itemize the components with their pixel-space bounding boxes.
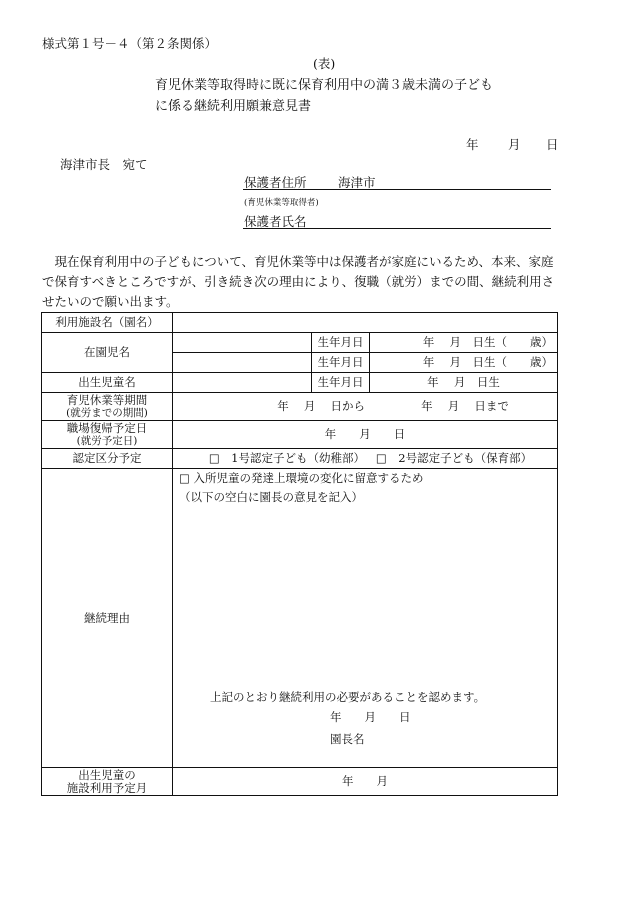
category-label: 認定区分予定	[42, 449, 173, 469]
category-option-2[interactable]: □ 2号認定子ども（保育部）	[375, 451, 533, 465]
leave-label	[42, 393, 173, 421]
addressee: 海津市長 宛て	[60, 157, 148, 172]
birth-label-2: 生年月日	[312, 353, 370, 373]
date-day: 日	[546, 137, 559, 152]
enrolled-name-input-1[interactable]	[173, 333, 312, 353]
guardian-name-label: 保護者氏名	[244, 214, 307, 229]
address-underline	[243, 189, 551, 190]
leave-period[interactable]	[173, 393, 558, 421]
row-newborn	[42, 373, 558, 393]
birth-value-1: 年 月 日生（ 歳）	[370, 333, 558, 353]
reason-note: （以下の空白に園長の意見を記入）	[179, 490, 363, 504]
row-facility	[42, 313, 558, 333]
leave-label-line1: 育児休業等期間	[66, 393, 148, 407]
row-return	[42, 421, 558, 449]
facility-label: 利用施設名（園名）	[42, 313, 173, 333]
approval-date: 年 月 日	[330, 710, 411, 724]
planned-label	[42, 768, 173, 796]
row-enrolled-1	[42, 333, 558, 353]
request-paragraph: 現在保育利用中の子どもについて、育児休業等中は保護者が家庭にいるため、本来、家庭で保育すべきところですが、引き続き次の理由により、復職（就労）までの間、継続利用させたいので願い出ます。	[42, 254, 555, 309]
guardian-note: (育児休業等取得者)	[244, 198, 319, 208]
return-label-line1: 職場復帰予定日	[66, 421, 148, 435]
title-line-2: に係る継続利用願兼意見書	[155, 99, 312, 114]
return-date[interactable]: 年 月 日	[173, 421, 558, 449]
enrolled-label: 在園児名	[42, 333, 173, 373]
leave-from: 年 月 日から	[277, 399, 365, 413]
date-year: 年	[466, 137, 479, 152]
row-reason	[42, 469, 558, 768]
return-label	[42, 421, 173, 449]
row-planned	[42, 768, 558, 796]
category-option-1[interactable]: □ 1号認定子ども（幼稚部）	[208, 451, 365, 465]
category-options	[173, 449, 558, 469]
guardian-address-label: 保護者住所	[244, 175, 307, 190]
planned-label-line2: 施設利用予定月	[66, 780, 148, 795]
name-underline	[243, 228, 551, 229]
row-category	[42, 449, 558, 469]
reason-label: 継続理由	[42, 469, 173, 768]
newborn-label: 出生児童名	[42, 373, 173, 393]
birth-label-1: 生年月日	[312, 333, 370, 353]
enrolled-name-input-2[interactable]	[173, 353, 312, 373]
leave-label-line2: (就労までの期間)	[66, 407, 148, 419]
row-leave	[42, 393, 558, 421]
reason-option[interactable]: □ 入所児童の発達上環境の変化に留意するため	[179, 471, 424, 485]
date-month: 月	[508, 137, 521, 152]
form-number: 様式第１号－４（第２条関係）	[42, 36, 218, 51]
leave-to: 年 月 日まで	[421, 399, 509, 413]
planned-label-line1: 出生児童の	[78, 767, 136, 782]
facility-input[interactable]	[173, 313, 558, 333]
birth-label-3: 生年月日	[312, 373, 370, 393]
form-table	[41, 312, 558, 796]
return-label-line2: (就労予定日)	[76, 435, 138, 447]
approval-text: 上記のとおり継続利用の必要があることを認めます。	[210, 690, 486, 704]
title-line-1: 育児休業等取得時に既に保育利用中の満３歳未満の子ども	[155, 78, 494, 93]
reason-area[interactable]	[173, 469, 558, 768]
principal-label: 園長名	[330, 732, 365, 746]
newborn-name-input[interactable]	[173, 373, 312, 393]
birth-value-3: 年 月 日生	[370, 373, 558, 393]
front-label: (表)	[313, 56, 336, 71]
planned-month[interactable]: 年 月	[173, 768, 558, 796]
guardian-address-value: 海津市	[338, 175, 376, 190]
birth-value-2: 年 月 日生（ 歳）	[370, 353, 558, 373]
